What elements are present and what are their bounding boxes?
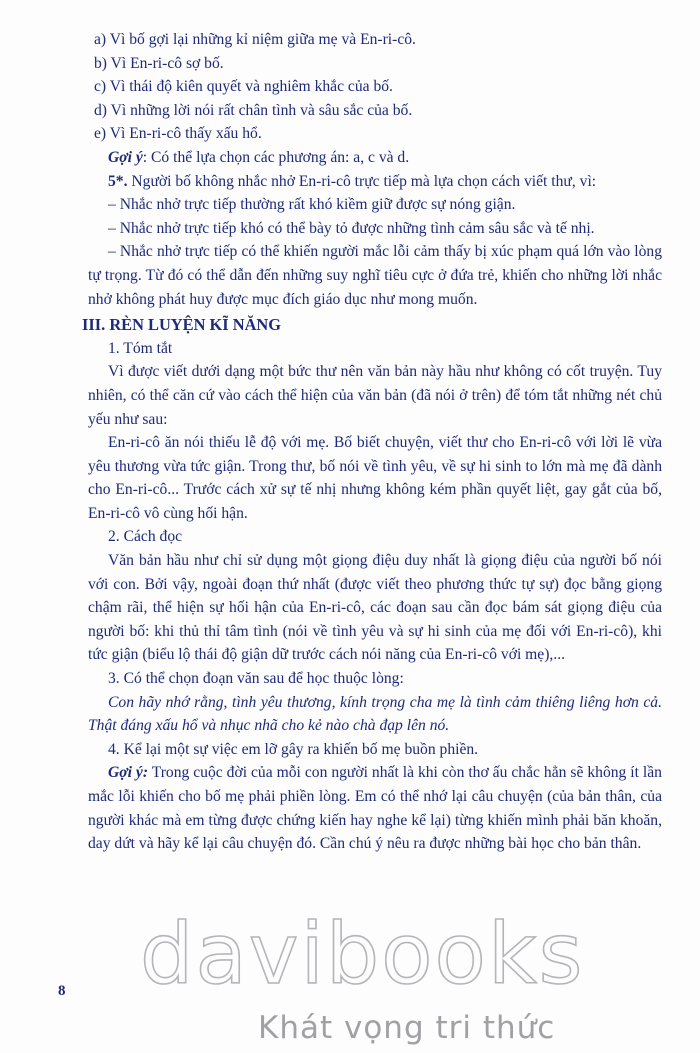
reason-item: – Nhắc nhở trực tiếp thường rất khó kiềm giữ được sự nóng giận. [108,196,516,214]
subsection-heading: 3. Có thể chọn đoạn văn sau để học thuộc lòng: [108,670,404,688]
reason-item: – Nhắc nhở trực tiếp có thể khiến người mắc lỗi cảm thấy bị xúc phạm quá lớn vào lòng tự trọng. Từ đó có thể dẫn đến những suy nghĩ tiêu cực ở đứa trẻ, khiến cho những lời nhắc nhở không phát huy được mục đích giáo dục như mong muốn. [88,243,662,308]
reading-guide: Văn bản hầu như chỉ sử dụng một giọng điệu duy nhất là giọng điệu của người bố nói với con. Bởi vậy, ngoài đoạn thứ nhất (được viết theo phương thức tự sự) đọc bằng giọng chậm rãi, thể hiện sự hối hận của En-ri-cô, các đoạn sau cần đọc bám sát giọng điệu của người bố: khi thủ thỉ tâm tình (nói về tình yêu và sự hi sinh của mẹ đối với En-ri-cô), khi tức giận (biểu lộ thái độ giận dữ trước cách nói năng của En-ri-cô với mẹ),... [88,552,662,664]
hint-answer [88,146,662,170]
page-content [82,28,662,856]
watermark-slogan: Khát vọng tri thức [258,1010,556,1046]
reason-item: – Nhắc nhở trực tiếp khó có thể bày tỏ được những tình cảm sâu sắc và tế nhị. [108,219,595,237]
question-5 [88,170,662,194]
hint-label: Gợi ý [108,148,143,166]
memorize-quote: Con hãy nhớ rằng, tình yêu thương, kính trọng cha mẹ là tình cảm thiêng liêng hơn cả. Thật đáng xấu hổ và nhục nhã cho kẻ nào chà đạp lên nó. [88,693,662,735]
subsection-heading: 2. Cách đọc [108,528,183,546]
hint-text: : Có thể lựa chọn các phương án: a, c và d. [142,148,410,166]
question-5-label: 5*. [108,172,128,190]
subsection-heading: 1. Tóm tắt [108,339,173,357]
subsection-heading: 4. Kể lại một sự việc em lỡ gây ra khiến bố mẹ buồn phiền. [108,740,479,758]
option-d: d) Vì những lời nói rất chân tình và sâu sắc của bố. [94,101,413,119]
option-b: b) Vì En-ri-cô sợ bố. [94,54,224,72]
hint-label: Gợi ý: [108,764,149,782]
storytelling-hint [88,761,662,855]
summary-intro: Vì được viết dưới dạng một bức thư nên văn bản này hầu như không có cốt truyện. Tuy nhiên, có thể căn cứ vào cách thể hiện của văn bản (đã nói ở trên) để tóm tắt những nét chủ yếu như sau: [88,363,662,428]
section-heading: III. RÈN LUYỆN KĨ NĂNG [82,315,281,335]
summary-text: En-ri-cô ăn nói thiếu lễ độ với mẹ. Bố biết chuyện, viết thư cho En-ri-cô với lời lẽ vừa yêu thương vừa tức giận. Trong thư, bố nói về tình yêu, về sự hi sinh to lớn mà mẹ đã dành cho En-ri-cô... Trước cách xử sự tế nhị nhưng không kém phần quyết liệt, gay gắt của bố, En-ri-cô vô cùng hối hận. [88,434,662,522]
option-e: e) Vì En-ri-cô thấy xấu hổ. [94,125,262,143]
option-a: a) Vì bố gợi lại những kỉ niệm giữa mẹ và En-ri-cô. [94,31,416,48]
page-number: 8 [58,983,66,999]
hint-text: Trong cuộc đời của mỗi con người nhất là khi còn thơ ấu chắc hẳn sẽ không ít lần mắc lỗi khiến cho bố mẹ phải phiền lòng. Em có thể nhớ lại câu chuyện (của bản thân, của người khác mà em từng được chứng kiến hay nghe kể lại) từng khiến mình phải băn khoăn, day dứt và hãy kể lại câu chuyện đó. Cần chú ý nêu ra được những bài học cho bản thân. [88,764,662,853]
watermark-logo: davibooks [140,905,585,1003]
question-5-text: Người bố không nhắc nhở En-ri-cô trực tiếp mà lựa chọn cách viết thư, vì: [127,172,597,190]
option-c: c) Vì thái độ kiên quyết và nghiêm khắc của bố. [94,78,393,96]
